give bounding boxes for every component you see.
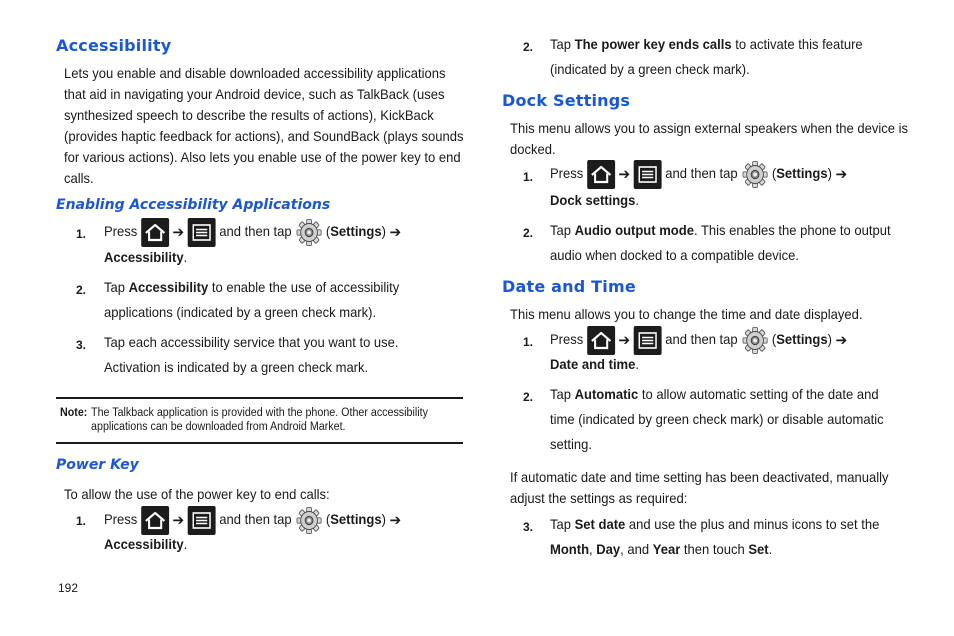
heading-date-and-time: Date and Time (502, 277, 636, 296)
close-paren: ) (827, 165, 832, 182)
settings-label: Settings (776, 165, 828, 182)
step2-rest: to activate this feature (indicated by a green check mark). (550, 36, 863, 77)
note-text: The Talkback application is provided with the phone. Other accessibility applications can be downloaded from Android Market. (91, 407, 428, 433)
tap-label: Tap (550, 36, 571, 52)
menu-key-icon (188, 218, 216, 247)
step-number: 2. (76, 283, 87, 297)
step-number: 2. (523, 226, 534, 240)
settings-gear-icon (741, 326, 768, 355)
date-time-description: This menu allows you to change the time and date displayed. (510, 306, 863, 322)
arrow-icon: ➔ (618, 165, 631, 183)
step2-rest: to enable the use of accessibility applications (indicated by a green check mark). (104, 279, 400, 320)
step-number: 1. (76, 514, 87, 528)
enabling-step3-text: Tap each accessibility service that you want to use. Activation is indicated by a green check mark. (104, 334, 399, 375)
home-key-icon (141, 218, 169, 247)
dock-settings-target: Dock settings (550, 192, 636, 208)
arrow-icon: ➔ (835, 165, 848, 183)
press-label: Press (550, 165, 584, 182)
automatic-bold: Automatic (574, 386, 639, 402)
accessibility-description: Lets you enable and disable downloaded accessibility applications that aid in navigating your Android device, such as TalkBack (uses synthesized speech to describe the results of actions), KickBack (provides haptic feedback for actions), and SoundBack (plays sounds for various actions). Also lets you enable use of the power key to end calls. (64, 65, 464, 186)
step-number: 2. (523, 40, 534, 54)
accessibility-target: Accessibility (104, 249, 184, 265)
close-paren: ) (381, 223, 386, 240)
settings-label: Settings (330, 511, 382, 528)
page-number: 192 (58, 581, 79, 595)
menu-key-icon (634, 160, 662, 189)
open-paren: ( (325, 511, 331, 528)
month-bold: Month (550, 541, 590, 557)
set-date-bold: Set date (574, 516, 626, 532)
dock-step1-target (550, 188, 639, 213)
accessibility-target: Accessibility (104, 536, 184, 552)
arrow-icon: ➔ (172, 223, 185, 241)
arrow-icon: ➔ (389, 223, 402, 241)
menu-key-icon (634, 326, 662, 355)
date-and-time-target: Date and time (550, 356, 636, 372)
home-key-icon (141, 506, 169, 535)
then-touch-text: then touch (683, 541, 745, 557)
press-label: Press (104, 223, 138, 240)
period: . (635, 192, 640, 208)
accessibility-bold: Accessibility (128, 279, 209, 295)
settings-gear-icon (295, 506, 322, 535)
day-bold: Day (596, 541, 621, 557)
tap-label: Tap (550, 516, 571, 532)
arrow-icon: ➔ (389, 511, 402, 529)
date-step1-line (550, 326, 847, 355)
power-key-intro: To allow the use of the power key to end calls: (64, 486, 330, 502)
press-label: Press (104, 511, 138, 528)
power-step2-text (550, 32, 885, 82)
then-tap-label: and then tap (219, 511, 292, 528)
home-key-icon (587, 326, 615, 355)
power-step1-line (104, 506, 401, 535)
tap-label: Tap (550, 222, 571, 238)
manual-adjust-text: If automatic date and time setting has been deactivated, manually adjust the settings as required: (510, 469, 889, 506)
settings-label: Settings (776, 331, 828, 348)
settings-gear-icon (741, 160, 768, 189)
open-paren: ( (771, 165, 777, 182)
step2-rest: to allow automatic setting of the date and time (indicated by green check mark) or disable automatic setting. (550, 386, 884, 452)
then-tap-label: and then tap (219, 223, 292, 240)
step-number: 3. (523, 520, 534, 534)
menu-key-icon (188, 506, 216, 535)
settings-label: Settings (330, 223, 382, 240)
close-paren: ) (827, 331, 832, 348)
heading-power-key: Power Key (56, 457, 139, 473)
comma: , (589, 541, 593, 557)
date-step2-text (550, 382, 899, 457)
open-paren: ( (325, 223, 331, 240)
dock-description: This menu allows you to assign external speakers when the device is docked. (510, 120, 909, 157)
settings-gear-icon (295, 218, 322, 247)
step2-rest: . This enables the phone to output audio when docked to a compatible device. (550, 222, 891, 263)
tap-label: Tap (104, 279, 125, 295)
period: . (768, 541, 773, 557)
heading-enabling-accessibility-applications: Enabling Accessibility Applications (56, 197, 331, 213)
home-key-icon (587, 160, 615, 189)
step-number: 2. (523, 390, 534, 404)
step3-rest: and use the plus and minus icons to set the (628, 516, 880, 532)
heading-dock-settings: Dock Settings (502, 91, 631, 110)
audio-output-mode: Audio output mode (574, 222, 694, 238)
then-tap-label: and then tap (665, 331, 738, 348)
year-bold: Year (652, 541, 681, 557)
period: . (183, 536, 188, 552)
heading-accessibility: Accessibility (56, 36, 172, 55)
press-label: Press (550, 331, 584, 348)
enabling-step1-line (104, 218, 401, 247)
step-number: 3. (76, 338, 87, 352)
note-label: Note: (60, 407, 88, 419)
date-step1-target (550, 352, 639, 377)
dock-step1-line (550, 160, 847, 189)
date-step3-text (550, 512, 899, 562)
enabling-step1-target (104, 245, 187, 270)
then-tap-label: and then tap (665, 165, 738, 182)
step-number: 1. (523, 170, 534, 184)
close-paren: ) (381, 511, 386, 528)
power-key-ends-calls: The power key ends calls (574, 36, 732, 52)
and-text: , and (620, 541, 650, 557)
note-block (60, 406, 460, 434)
period: . (183, 249, 188, 265)
period: . (635, 356, 640, 372)
set-bold: Set (748, 541, 769, 557)
dock-step2-text (550, 218, 899, 268)
arrow-icon: ➔ (172, 511, 185, 529)
step-number: 1. (523, 335, 534, 349)
open-paren: ( (771, 331, 777, 348)
arrow-icon: ➔ (835, 331, 848, 349)
tap-label: Tap (550, 386, 571, 402)
step-number: 1. (76, 227, 87, 241)
enabling-step2-text (104, 275, 439, 325)
arrow-icon: ➔ (618, 331, 631, 349)
note-bottom-rule (56, 442, 463, 444)
note-top-rule (56, 397, 463, 399)
power-step1-target (104, 532, 187, 557)
